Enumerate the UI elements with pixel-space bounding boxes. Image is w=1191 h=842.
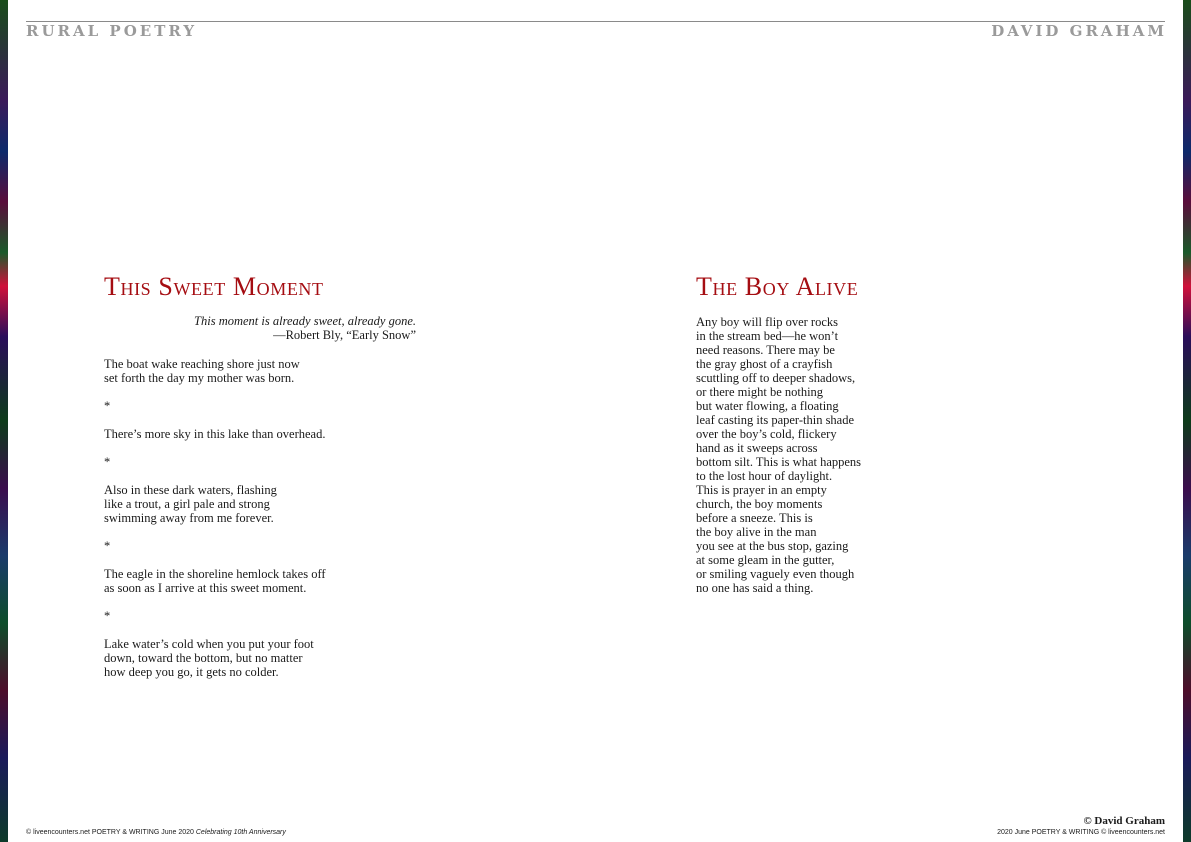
poem-line: * xyxy=(104,609,111,623)
footer-left-text: © liveencounters.net POETRY & WRITING June 2020 xyxy=(26,829,196,836)
poem-line: in the stream bed—he won’t xyxy=(696,329,839,343)
poem-line: how deep you go, it gets no colder. xyxy=(104,665,279,679)
poem-line: you see at the bus stop, gazing xyxy=(696,539,849,553)
stanza-break xyxy=(104,469,326,483)
poem-line: like a trout, a girl pale and strong xyxy=(104,497,270,511)
poem-line: as soon as I arrive at this sweet moment. xyxy=(104,581,307,595)
poem-line: at some gleam in the gutter, xyxy=(696,553,835,567)
poem-line: to the lost hour of daylight. xyxy=(696,469,833,483)
poem-line: * xyxy=(104,455,111,469)
poem-body-this-sweet-moment xyxy=(104,357,326,679)
stanza-break xyxy=(104,413,326,427)
poem-line: the gray ghost of a crayfish xyxy=(696,357,833,371)
stanza-break xyxy=(104,525,326,539)
right-edge-decoration xyxy=(1183,0,1191,842)
poem-line: Lake water’s cold when you put your foot xyxy=(104,637,314,651)
poem-line: * xyxy=(104,399,111,413)
stanza-break xyxy=(104,441,326,455)
poem-line: or there might be nothing xyxy=(696,385,824,399)
stanza-break xyxy=(104,623,326,637)
poem-line: The eagle in the shoreline hemlock takes off xyxy=(104,567,326,581)
footer-right: 2020 June POETRY & WRITING © liveencounters.net xyxy=(997,829,1165,836)
poem-line: the boy alive in the man xyxy=(696,525,817,539)
poem-line: Any boy will flip over rocks xyxy=(696,315,838,329)
stanza-break xyxy=(104,385,326,399)
poem-line: bottom silt. This is what happens xyxy=(696,455,862,469)
footer-left xyxy=(26,829,286,836)
poem-line: but water flowing, a floating xyxy=(696,399,839,413)
poem-body-the-boy-alive xyxy=(696,315,861,595)
poem-line: scuttling off to deeper shadows, xyxy=(696,371,856,385)
poem-title-the-boy-alive: The Boy Alive xyxy=(696,272,859,301)
poem-line: no one has said a thing. xyxy=(696,581,814,595)
stanza-break xyxy=(104,553,326,567)
section-title: RURAL POETRY xyxy=(26,22,198,40)
poem-title-this-sweet-moment: This Sweet Moment xyxy=(104,272,324,301)
copyright-credit: © David Graham xyxy=(1083,815,1165,827)
poem-line: This is prayer in an empty xyxy=(696,483,827,497)
poem-line: There’s more sky in this lake than overhead. xyxy=(104,427,326,441)
left-edge-decoration xyxy=(0,0,8,842)
poem-line: before a sneeze. This is xyxy=(696,511,813,525)
author-name-header: DAVID GRAHAM xyxy=(991,22,1167,40)
epigraph xyxy=(104,314,416,342)
footer-anniversary-text: Celebrating 10th Anniversary xyxy=(195,829,286,836)
poem-line: or smiling vaguely even though xyxy=(696,567,855,581)
epigraph-attribution: —Robert Bly, “Early Snow” xyxy=(273,328,416,342)
poem-line: swimming away from me forever. xyxy=(104,511,274,525)
poem-line: over the boy’s cold, flickery xyxy=(696,427,837,441)
stanza-break xyxy=(104,595,326,609)
epigraph-quote: This moment is already sweet, already gone. xyxy=(194,314,416,328)
poem-line: church, the boy moments xyxy=(696,497,823,511)
poem-line: hand as it sweeps across xyxy=(696,441,818,455)
poem-line: Also in these dark waters, flashing xyxy=(104,483,277,497)
poem-line: leaf casting its paper-thin shade xyxy=(696,413,855,427)
poem-line: set forth the day my mother was born. xyxy=(104,371,295,385)
poem-line: need reasons. There may be xyxy=(696,343,835,357)
poem-line: down, toward the bottom, but no matter xyxy=(104,651,303,665)
poem-line: The boat wake reaching shore just now xyxy=(104,357,300,371)
poem-line: * xyxy=(104,539,111,553)
